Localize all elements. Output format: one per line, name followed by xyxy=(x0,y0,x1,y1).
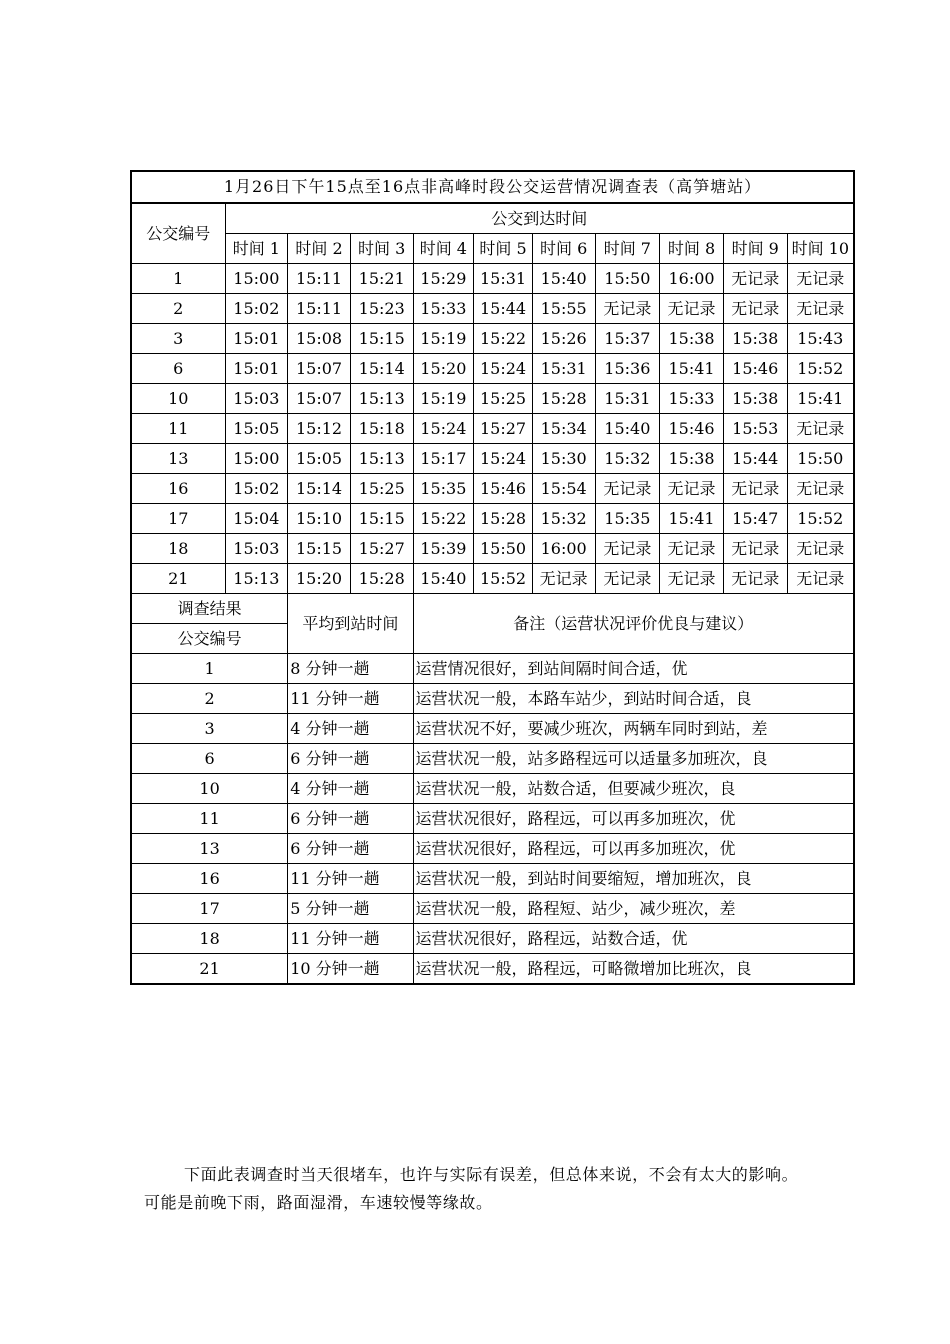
result-average-time: 11 分钟一趟 xyxy=(288,924,413,954)
arrival-time-cell: 15:27 xyxy=(474,414,533,444)
header-time-7: 时间 7 xyxy=(595,234,660,264)
arrival-time-cell: 无记录 xyxy=(660,474,724,504)
header-time-3: 时间 3 xyxy=(350,234,413,264)
arrival-time-cell: 15:52 xyxy=(474,564,533,594)
arrival-time-cell: 15:33 xyxy=(660,384,724,414)
arrival-time-cell: 15:43 xyxy=(787,324,854,354)
arrival-time-cell: 15:31 xyxy=(474,264,533,294)
result-row xyxy=(131,684,854,714)
result-remark: 运营状况一般，站数合适，但要减少班次，良 xyxy=(413,774,854,804)
arrival-time-cell: 15:11 xyxy=(288,294,351,324)
arrival-time-cell: 15:07 xyxy=(288,354,351,384)
arrival-time-cell: 15:35 xyxy=(595,504,660,534)
result-bus-number: 10 xyxy=(131,774,288,804)
arrival-time-cell: 15:47 xyxy=(723,504,787,534)
arrival-time-cell: 15:08 xyxy=(288,324,351,354)
arrival-time-cell: 无记录 xyxy=(595,474,660,504)
arrival-row xyxy=(131,564,854,594)
arrival-time-cell: 15:15 xyxy=(350,504,413,534)
arrival-time-cell: 15:22 xyxy=(413,504,474,534)
arrival-time-cell: 15:05 xyxy=(225,414,288,444)
result-row xyxy=(131,654,854,684)
arrival-time-cell: 15:28 xyxy=(474,504,533,534)
result-remark: 运营状况一般，路程远，可略微增加比班次，良 xyxy=(413,954,854,985)
arrival-time-cell: 15:19 xyxy=(413,324,474,354)
result-remark: 运营状况一般，本路车站少，到站时间合适，良 xyxy=(413,684,854,714)
arrival-time-cell: 15:25 xyxy=(474,384,533,414)
arrival-time-cell: 15:29 xyxy=(413,264,474,294)
result-bus-number: 16 xyxy=(131,864,288,894)
arrival-time-cell: 无记录 xyxy=(723,534,787,564)
bus-survey-table xyxy=(130,170,855,985)
result-bus-number: 11 xyxy=(131,804,288,834)
arrival-time-cell: 无记录 xyxy=(595,534,660,564)
result-bus-number: 2 xyxy=(131,684,288,714)
arrival-time-cell: 15:28 xyxy=(532,384,595,414)
arrival-time-cell: 15:03 xyxy=(225,384,288,414)
arrival-time-cell: 无记录 xyxy=(595,294,660,324)
arrival-time-cell: 15:18 xyxy=(350,414,413,444)
result-row xyxy=(131,894,854,924)
arrival-time-cell: 15:41 xyxy=(660,354,724,384)
arrival-time-cell: 15:15 xyxy=(288,534,351,564)
arrival-row xyxy=(131,474,854,504)
result-average-time: 11 分钟一趟 xyxy=(288,684,413,714)
result-remark: 运营状况一般，到站时间要缩短，增加班次，良 xyxy=(413,864,854,894)
arrival-row xyxy=(131,504,854,534)
arrival-time-cell: 15:40 xyxy=(532,264,595,294)
arrival-time-cell: 15:35 xyxy=(413,474,474,504)
arrival-time-cell: 15:23 xyxy=(350,294,413,324)
header-time-2: 时间 2 xyxy=(288,234,351,264)
arrival-time-cell: 无记录 xyxy=(787,414,854,444)
header-average-time: 平均到站时间 xyxy=(288,594,413,654)
arrival-time-cell: 15:22 xyxy=(474,324,533,354)
arrival-time-cell: 15:20 xyxy=(288,564,351,594)
result-remark: 运营状况一般，路程短、站少，减少班次，差 xyxy=(413,894,854,924)
result-average-time: 4 分钟一趟 xyxy=(288,774,413,804)
result-average-time: 11 分钟一趟 xyxy=(288,864,413,894)
bus-number-cell: 11 xyxy=(131,414,225,444)
result-average-time: 4 分钟一趟 xyxy=(288,714,413,744)
result-average-time: 5 分钟一趟 xyxy=(288,894,413,924)
arrival-time-cell: 15:41 xyxy=(787,384,854,414)
arrival-time-cell: 15:28 xyxy=(350,564,413,594)
arrival-time-cell: 15:31 xyxy=(595,384,660,414)
arrival-time-cell: 15:04 xyxy=(225,504,288,534)
arrival-row xyxy=(131,294,854,324)
bus-number-cell: 2 xyxy=(131,294,225,324)
arrival-row xyxy=(131,354,854,384)
arrival-time-cell: 15:44 xyxy=(474,294,533,324)
result-row xyxy=(131,924,854,954)
arrival-row xyxy=(131,264,854,294)
result-row xyxy=(131,744,854,774)
result-bus-number: 21 xyxy=(131,954,288,985)
arrival-time-cell: 15:02 xyxy=(225,294,288,324)
arrival-time-cell: 无记录 xyxy=(723,564,787,594)
arrival-time-cell: 无记录 xyxy=(532,564,595,594)
arrival-time-cell: 15:10 xyxy=(288,504,351,534)
arrival-time-cell: 15:46 xyxy=(723,354,787,384)
arrival-time-cell: 15:24 xyxy=(413,414,474,444)
result-bus-number: 1 xyxy=(131,654,288,684)
result-remark: 运营状况很好，路程远，可以再多加班次，优 xyxy=(413,804,854,834)
arrival-time-cell: 15:05 xyxy=(288,444,351,474)
arrival-time-cell: 15:50 xyxy=(474,534,533,564)
bus-number-cell: 3 xyxy=(131,324,225,354)
header-row xyxy=(131,203,854,234)
arrival-time-cell: 16:00 xyxy=(660,264,724,294)
survey-note xyxy=(144,1161,814,1217)
result-average-time: 8 分钟一趟 xyxy=(288,654,413,684)
bus-number-cell: 1 xyxy=(131,264,225,294)
results-label: 调查结果 xyxy=(131,594,288,624)
result-remark: 运营状况一般，站多路程远可以适量多加班次，良 xyxy=(413,744,854,774)
arrival-time-cell: 15:01 xyxy=(225,324,288,354)
arrival-row xyxy=(131,384,854,414)
arrival-time-cell: 15:00 xyxy=(225,264,288,294)
result-row xyxy=(131,714,854,744)
result-average-time: 6 分钟一趟 xyxy=(288,744,413,774)
arrival-time-cell: 15:25 xyxy=(350,474,413,504)
header-time-10: 时间 10 xyxy=(787,234,854,264)
result-row xyxy=(131,864,854,894)
header-remarks: 备注（运营状况评价优良与建议） xyxy=(413,594,854,654)
arrival-time-cell: 15:17 xyxy=(413,444,474,474)
arrival-time-cell: 无记录 xyxy=(723,474,787,504)
arrival-row xyxy=(131,414,854,444)
result-bus-number: 6 xyxy=(131,744,288,774)
arrival-row xyxy=(131,534,854,564)
header-time-1: 时间 1 xyxy=(225,234,288,264)
result-remark: 运营状况很好，路程远，站数合适，优 xyxy=(413,924,854,954)
arrival-time-cell: 15:39 xyxy=(413,534,474,564)
result-remark: 运营状况很好，路程远，可以再多加班次，优 xyxy=(413,834,854,864)
bus-number-cell: 18 xyxy=(131,534,225,564)
arrival-time-cell: 15:53 xyxy=(723,414,787,444)
result-bus-number: 3 xyxy=(131,714,288,744)
arrival-time-cell: 无记录 xyxy=(787,474,854,504)
arrival-time-cell: 无记录 xyxy=(595,564,660,594)
bus-number-cell: 16 xyxy=(131,474,225,504)
result-row xyxy=(131,774,854,804)
header-times-row xyxy=(131,234,854,264)
arrival-time-cell: 15:40 xyxy=(595,414,660,444)
result-remark: 运营状况不好，要减少班次，两辆车同时到站，差 xyxy=(413,714,854,744)
header-time-6: 时间 6 xyxy=(532,234,595,264)
arrival-time-cell: 15:32 xyxy=(532,504,595,534)
arrival-time-cell: 15:37 xyxy=(595,324,660,354)
header-time-4: 时间 4 xyxy=(413,234,474,264)
result-average-time: 6 分钟一趟 xyxy=(288,834,413,864)
arrival-time-cell: 15:54 xyxy=(532,474,595,504)
arrival-time-cell: 15:20 xyxy=(413,354,474,384)
arrival-time-cell: 15:55 xyxy=(532,294,595,324)
arrival-time-cell: 15:01 xyxy=(225,354,288,384)
arrival-time-cell: 15:26 xyxy=(532,324,595,354)
arrival-time-cell: 15:50 xyxy=(595,264,660,294)
arrival-time-cell: 15:13 xyxy=(225,564,288,594)
arrival-time-cell: 15:38 xyxy=(723,324,787,354)
header-arrival-time: 公交到达时间 xyxy=(225,203,854,234)
results-header-row xyxy=(131,594,854,624)
arrival-time-cell: 无记录 xyxy=(787,294,854,324)
header-bus-no: 公交编号 xyxy=(131,203,225,264)
arrival-time-cell: 15:32 xyxy=(595,444,660,474)
arrival-time-cell: 无记录 xyxy=(660,564,724,594)
result-remark: 运营情况很好，到站间隔时间合适，优 xyxy=(413,654,854,684)
arrival-time-cell: 无记录 xyxy=(787,564,854,594)
arrival-time-cell: 15:41 xyxy=(660,504,724,534)
arrival-row xyxy=(131,324,854,354)
arrival-time-cell: 15:02 xyxy=(225,474,288,504)
bus-number-cell: 10 xyxy=(131,384,225,414)
bus-number-cell: 13 xyxy=(131,444,225,474)
arrival-time-cell: 无记录 xyxy=(787,534,854,564)
arrival-time-cell: 无记录 xyxy=(723,294,787,324)
header-time-9: 时间 9 xyxy=(723,234,787,264)
arrival-time-cell: 无记录 xyxy=(660,294,724,324)
arrival-time-cell: 无记录 xyxy=(787,264,854,294)
arrival-time-cell: 15:27 xyxy=(350,534,413,564)
arrival-time-cell: 15:14 xyxy=(350,354,413,384)
arrival-row xyxy=(131,444,854,474)
result-row xyxy=(131,804,854,834)
arrival-time-cell: 15:24 xyxy=(474,354,533,384)
arrival-time-cell: 15:44 xyxy=(723,444,787,474)
table-title: 1月26日下午15点至16点非高峰时段公交运营情况调查表（高笋塘站） xyxy=(131,171,854,203)
arrival-time-cell: 15:31 xyxy=(532,354,595,384)
result-row xyxy=(131,954,854,985)
survey-note-text: 下面此表调查时当天很堵车，也许与实际有误差，但总体来说，不会有太大的影响。可能是前晚下雨，路面湿滑，车速较慢等缘故。 xyxy=(144,1165,799,1212)
arrival-time-cell: 15:11 xyxy=(288,264,351,294)
arrival-time-cell: 15:46 xyxy=(474,474,533,504)
result-bus-number: 13 xyxy=(131,834,288,864)
header-time-8: 时间 8 xyxy=(660,234,724,264)
header-time-5: 时间 5 xyxy=(474,234,533,264)
arrival-time-cell: 15:33 xyxy=(413,294,474,324)
arrival-time-cell: 15:21 xyxy=(350,264,413,294)
arrival-time-cell: 15:30 xyxy=(532,444,595,474)
arrival-time-cell: 15:13 xyxy=(350,444,413,474)
arrival-time-cell: 15:12 xyxy=(288,414,351,444)
result-bus-number: 18 xyxy=(131,924,288,954)
arrival-time-cell: 15:38 xyxy=(723,384,787,414)
arrival-time-cell: 16:00 xyxy=(532,534,595,564)
arrival-time-cell: 15:15 xyxy=(350,324,413,354)
result-average-time: 10 分钟一趟 xyxy=(288,954,413,985)
result-average-time: 6 分钟一趟 xyxy=(288,804,413,834)
bus-number-cell: 17 xyxy=(131,504,225,534)
bus-number-cell: 6 xyxy=(131,354,225,384)
arrival-time-cell: 15:14 xyxy=(288,474,351,504)
arrival-time-cell: 15:52 xyxy=(787,504,854,534)
arrival-time-cell: 15:52 xyxy=(787,354,854,384)
arrival-time-cell: 15:40 xyxy=(413,564,474,594)
table-title-row xyxy=(131,171,854,203)
arrival-time-cell: 15:19 xyxy=(413,384,474,414)
arrival-time-cell: 15:46 xyxy=(660,414,724,444)
arrival-time-cell: 15:00 xyxy=(225,444,288,474)
arrival-time-cell: 15:13 xyxy=(350,384,413,414)
arrival-time-cell: 15:34 xyxy=(532,414,595,444)
arrival-time-cell: 15:24 xyxy=(474,444,533,474)
bus-number-cell: 21 xyxy=(131,564,225,594)
results-header-bus-no: 公交编号 xyxy=(131,624,288,654)
result-row xyxy=(131,834,854,864)
arrival-time-cell: 无记录 xyxy=(660,534,724,564)
arrival-time-cell: 15:07 xyxy=(288,384,351,414)
arrival-time-cell: 无记录 xyxy=(723,264,787,294)
arrival-time-cell: 15:38 xyxy=(660,444,724,474)
result-bus-number: 17 xyxy=(131,894,288,924)
arrival-time-cell: 15:36 xyxy=(595,354,660,384)
arrival-time-cell: 15:38 xyxy=(660,324,724,354)
arrival-time-cell: 15:50 xyxy=(787,444,854,474)
arrival-time-cell: 15:03 xyxy=(225,534,288,564)
